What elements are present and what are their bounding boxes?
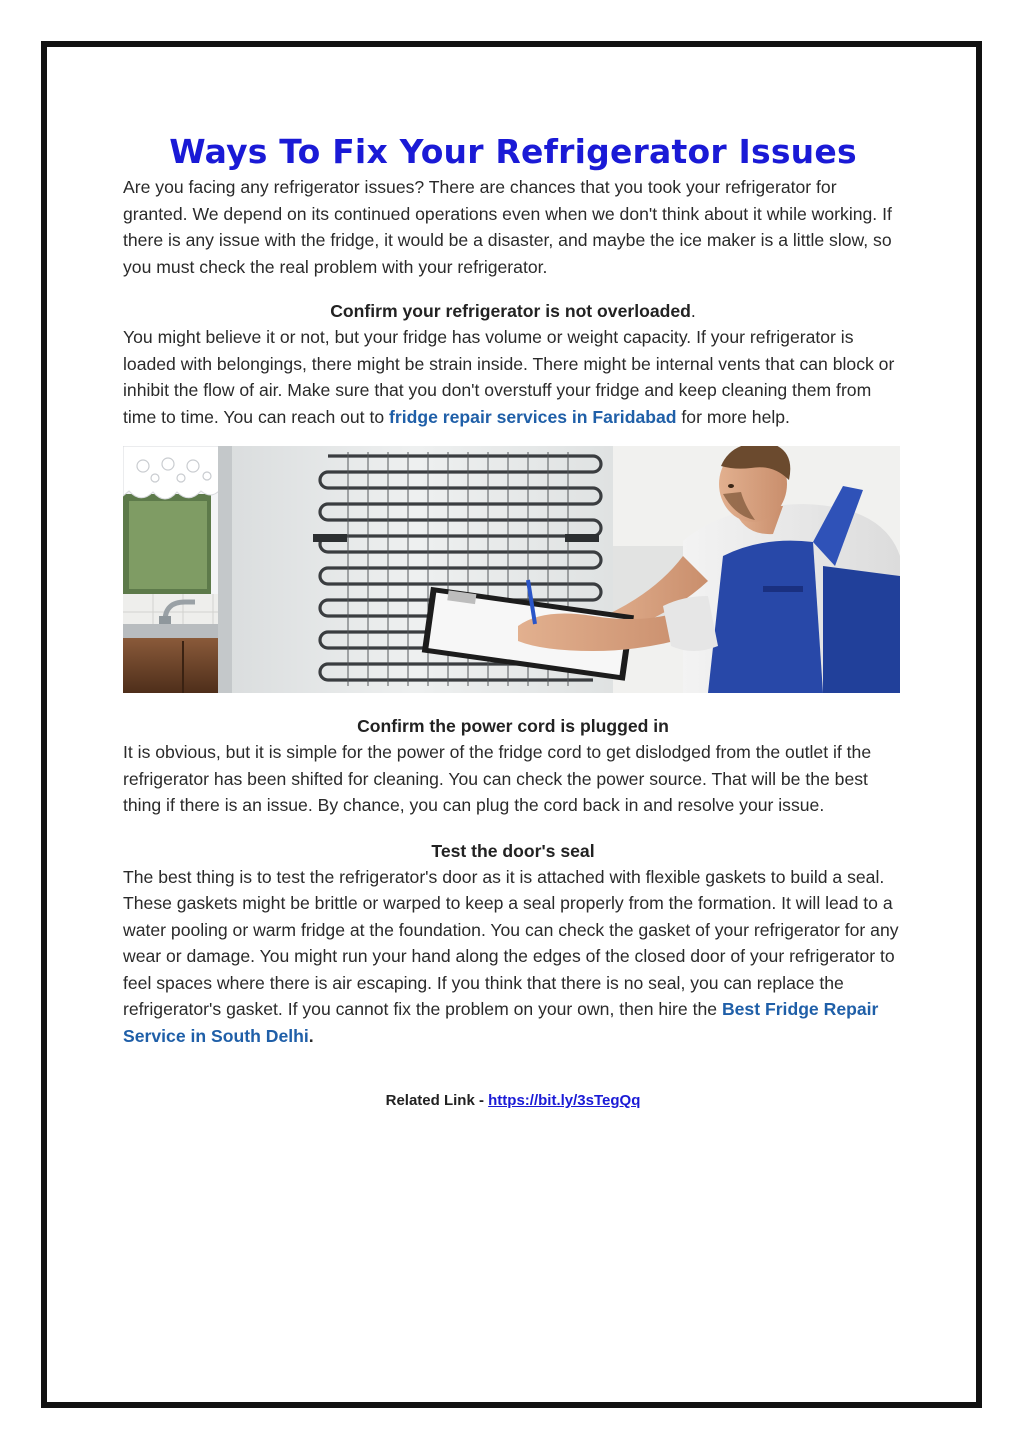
related-link-label: Related Link - — [385, 1092, 489, 1109]
section-heading-door-seal: Test the door's seal — [431, 840, 595, 861]
section-heading-text: Confirm your refrigerator is not overloaded — [330, 301, 691, 321]
paragraph-text: You might believe it or not, but your fridge has volume or weight capacity. If your refrigerator is loaded with belongings, there might be strain inside. There might be internal vents that can block or inhibit the flow of air. Make sure that you don't overstuff your fridge and keep cleaning them from time to time. You can reach out to — [123, 327, 895, 427]
fridge-repair-south-delhi-link[interactable]: Best Fridge Repair Service in South Delhi — [123, 999, 879, 1046]
page-title: Ways To Fix Your Refrigerator Issues — [169, 132, 857, 171]
door-seal-paragraph — [123, 864, 903, 1050]
related-link-url[interactable]: https://bit.ly/3sTegQq — [488, 1092, 641, 1109]
technician-photo — [123, 446, 900, 693]
paragraph-text-tail: for more help. — [676, 406, 790, 427]
section-heading-power-cord: Confirm the power cord is plugged in — [357, 716, 669, 736]
intro-paragraph: Are you facing any refrigerator issues? There are chances that you took your refrigerator for granted. We depend on its continued operations even when we don't think about it while working. If there is any issue with the fridge, it would be a disaster, and maybe the ice maker is a little slow, so you must check the real problem with your refrigerator. — [123, 177, 892, 277]
power-cord-paragraph: It is obvious, but it is simple for the power of the fridge cord to get dislodged from the outlet if the refrigerator has been shifted for cleaning. You can check the power source. That will be the best thing if there is an issue. By chance, you can plug the cord back in and resolve your issue. — [123, 742, 872, 815]
document-content — [123, 130, 903, 1124]
section-heading-overloaded — [123, 298, 903, 324]
fridge-repair-faridabad-link[interactable]: fridge repair services in Faridabad — [389, 406, 677, 427]
paragraph-text-tail: . — [308, 1025, 314, 1046]
related-link-line — [123, 1092, 903, 1109]
heading-period: . — [690, 301, 696, 321]
overloaded-paragraph — [123, 324, 903, 430]
paragraph-text: The best thing is to test the refrigerator's door as it is attached with flexible gaskets to build a seal. These gaskets might be brittle or warped to keep a seal properly from the formation. It will lead to a water pooling or warm fridge at the foundation. You can check the gasket of your refrigerator for any wear or damage. You might run your hand along the edges of the closed door of your refrigerator to feel spaces where there is air escaping. If you think that there is no seal, you can replace the refrigerator's gasket. If you cannot fix the problem on your own, then hire the — [123, 866, 899, 1019]
